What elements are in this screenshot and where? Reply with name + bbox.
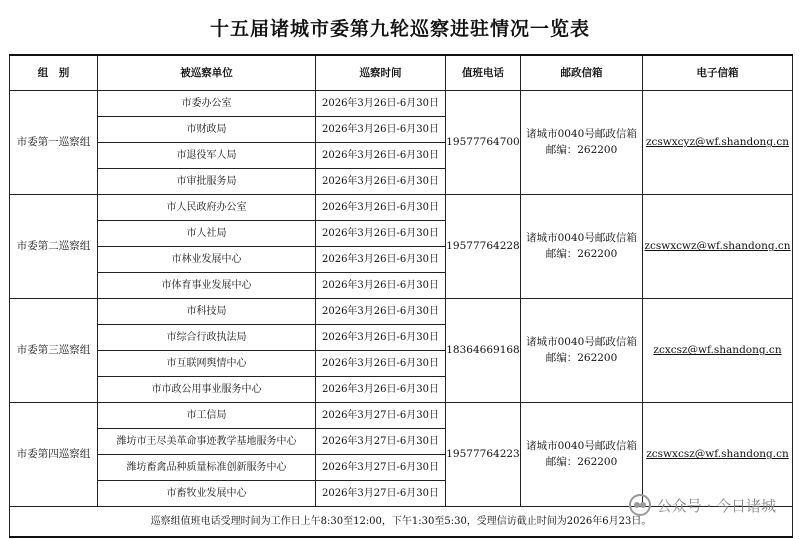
inspection-time: 2026年3月26日-6月30日 [316, 299, 446, 325]
header-mailbox: 邮政信箱 [521, 55, 643, 91]
inspected-unit: 市财政局 [98, 117, 316, 143]
duty-phone: 19577764228 [446, 195, 521, 299]
inspection-time: 2026年3月27日-6月30日 [316, 481, 446, 507]
inspected-unit: 市人民政府办公室 [98, 195, 316, 221]
table-row [10, 403, 793, 429]
inspection-time: 2026年3月27日-6月30日 [316, 455, 446, 481]
inspection-time: 2026年3月26日-6月30日 [316, 221, 446, 247]
footer-note: 巡察组值班电话受理时间为工作日上午8:30至12:00，下午1:30至5:30，受理信访截止时间为2026年6月23日。 [10, 507, 793, 538]
duty-phone: 18364669168 [446, 299, 521, 403]
inspected-unit: 市体育事业发展中心 [98, 273, 316, 299]
inspection-time: 2026年3月26日-6月30日 [316, 351, 446, 377]
table-row [10, 299, 793, 325]
mailbox-line: 诸城市0040号邮政信箱 [526, 439, 637, 452]
group-name: 市委第二巡察组 [10, 195, 98, 299]
postal-mailbox [521, 299, 643, 403]
inspection-time: 2026年3月26日-6月30日 [316, 195, 446, 221]
email-link[interactable]: zcswxcsz@wf.shandong.cn [643, 403, 793, 507]
inspection-time: 2026年3月26日-6月30日 [316, 143, 446, 169]
inspection-time: 2026年3月26日-6月30日 [316, 169, 446, 195]
group-name: 市委第四巡察组 [10, 403, 98, 507]
inspected-unit: 潍坊市王尽美革命事迹教学基地服务中心 [98, 429, 316, 455]
header-email: 电子信箱 [643, 55, 793, 91]
inspected-unit: 市林业发展中心 [98, 247, 316, 273]
email-link[interactable]: zcswxcyz@wf.shandong.cn [643, 91, 793, 195]
watermark [629, 494, 776, 516]
postcode-line: 邮编：262200 [545, 143, 618, 156]
email-link[interactable]: zcxcsz@wf.shandong.cn [643, 299, 793, 403]
inspection-time: 2026年3月26日-6月30日 [316, 273, 446, 299]
inspected-unit: 市委办公室 [98, 91, 316, 117]
group-name: 市委第三巡察组 [10, 299, 98, 403]
inspection-time: 2026年3月26日-6月30日 [316, 247, 446, 273]
inspected-unit: 市工信局 [98, 403, 316, 429]
table-row [10, 91, 793, 117]
inspection-time: 2026年3月27日-6月30日 [316, 429, 446, 455]
postal-mailbox [521, 403, 643, 507]
postcode-line: 邮编：262200 [545, 351, 618, 364]
header-unit: 被巡察单位 [98, 55, 316, 91]
inspection-time: 2026年3月26日-6月30日 [316, 325, 446, 351]
postal-mailbox [521, 91, 643, 195]
email-link[interactable]: zcswxcwz@wf.shandong.cn [643, 195, 793, 299]
inspected-unit: 市综合行政执法局 [98, 325, 316, 351]
header-phone: 值班电话 [446, 55, 521, 91]
inspected-unit: 市退役军人局 [98, 143, 316, 169]
inspected-unit: 市畜牧业发展中心 [98, 481, 316, 507]
duty-phone: 19577764223 [446, 403, 521, 507]
postal-mailbox [521, 195, 643, 299]
mailbox-line: 诸城市0040号邮政信箱 [526, 127, 637, 140]
table-row [10, 195, 793, 221]
postcode-line: 邮编：262200 [545, 455, 618, 468]
header-row [10, 55, 793, 91]
mailbox-line: 诸城市0040号邮政信箱 [526, 231, 637, 244]
header-time: 巡察时间 [316, 55, 446, 91]
inspection-table [9, 54, 793, 538]
inspected-unit: 市互联网舆情中心 [98, 351, 316, 377]
inspected-unit: 潍坊畜禽品种质量标准创新服务中心 [98, 455, 316, 481]
inspected-unit: 市人社局 [98, 221, 316, 247]
inspected-unit: 市审批服务局 [98, 169, 316, 195]
watermark-text: 公众号 · 今日诸城 [656, 496, 776, 515]
wechat-icon [629, 494, 651, 516]
postcode-line: 邮编：262200 [545, 247, 618, 260]
inspection-time: 2026年3月26日-6月30日 [316, 117, 446, 143]
group-name: 市委第一巡察组 [10, 91, 98, 195]
page-title: 十五届诸城市委第九轮巡察进驻情况一览表 [209, 18, 590, 40]
duty-phone: 19577764700 [446, 91, 521, 195]
inspection-time: 2026年3月27日-6月30日 [316, 403, 446, 429]
mailbox-line: 诸城市0040号邮政信箱 [526, 335, 637, 348]
inspection-time: 2026年3月26日-6月30日 [316, 91, 446, 117]
inspection-time: 2026年3月26日-6月30日 [316, 377, 446, 403]
inspected-unit: 市科技局 [98, 299, 316, 325]
inspected-unit: 市市政公用事业服务中心 [98, 377, 316, 403]
header-group: 组 别 [10, 55, 98, 91]
